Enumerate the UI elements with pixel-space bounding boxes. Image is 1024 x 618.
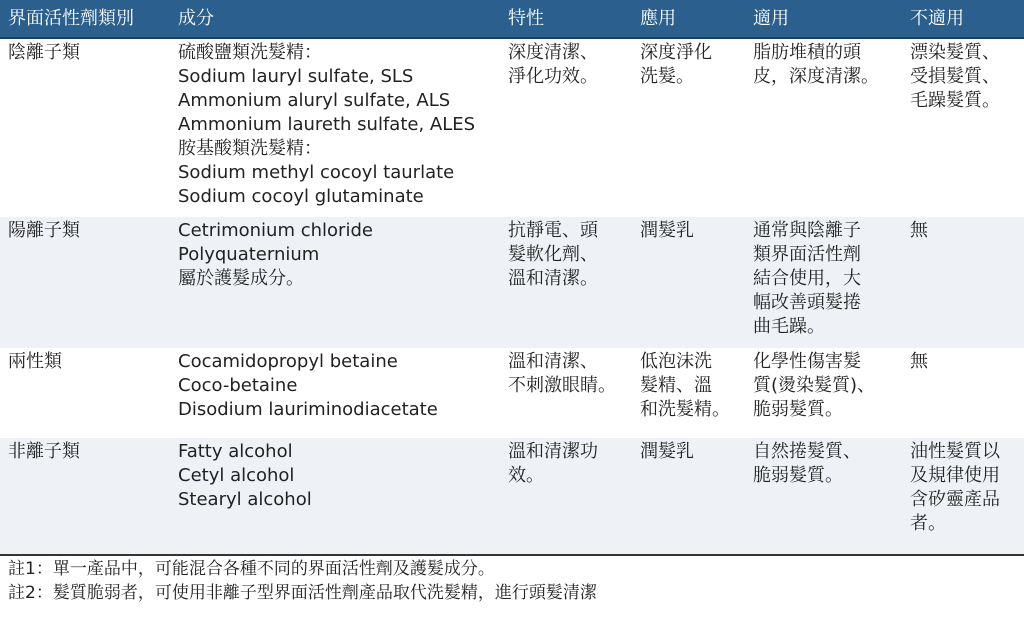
- cell-suitable: [745, 438, 902, 555]
- ingredient-line: Stearyl alcohol: [178, 489, 312, 510]
- cell-ingredients: [170, 438, 500, 555]
- unsuitable-line: 漂染髮質、: [910, 42, 1000, 63]
- application-line: 髮精、溫: [640, 375, 712, 396]
- ingredient-line: Sodium cocoyl glutaminate: [178, 186, 424, 207]
- header-ingredients: 成分: [170, 0, 500, 38]
- properties-line: 溫和清潔、: [508, 351, 598, 372]
- header-properties: 特性: [500, 0, 632, 38]
- footnote-2: 註2：髮質脆弱者，可使用非離子型界面活性劑產品取代洗髮精，進行頭髮清潔: [8, 583, 597, 603]
- footnotes: [8, 557, 597, 605]
- suitable-line: 脆弱髮質。: [753, 399, 843, 420]
- cell-properties: [500, 217, 632, 348]
- ingredient-line: Ammonium laureth sulfate, ALES: [178, 114, 476, 135]
- ingredient-line: Cetrimonium chloride: [178, 220, 373, 241]
- header-unsuitable: 不適用: [902, 0, 1024, 38]
- ingredient-line: Cocamidopropyl betaine: [178, 351, 398, 372]
- ingredient-line: Ammonium aluryl sulfate, ALS: [178, 90, 451, 111]
- ingredient-line: 屬於護髮成分。: [178, 268, 304, 289]
- properties-line: 效。: [508, 465, 544, 486]
- cell-ingredients: [170, 38, 500, 217]
- table-row: [0, 38, 1024, 217]
- ingredient-line: Coco-betaine: [178, 375, 298, 396]
- suitable-line: 脂肪堆積的頭: [753, 42, 861, 63]
- cell-suitable: [745, 348, 902, 438]
- unsuitable-line: 含矽靈產品: [910, 489, 1000, 510]
- application-line: 深度淨化: [640, 42, 712, 63]
- table-row: [0, 217, 1024, 348]
- category-text: 陰離子類: [8, 42, 80, 63]
- cell-category: [0, 38, 170, 217]
- suitable-line: 皮，深度清潔。: [753, 66, 879, 87]
- unsuitable-line: 者。: [910, 513, 946, 534]
- unsuitable-line: 油性髮質以: [910, 441, 1000, 462]
- suitable-line: 曲毛躁。: [753, 316, 825, 337]
- unsuitable-line: 受損髮質、: [910, 66, 1000, 87]
- properties-line: 溫和清潔。: [508, 268, 598, 289]
- application-line: 洗髮。: [640, 66, 694, 87]
- application-line: 低泡沫洗: [640, 351, 712, 372]
- cell-category: [0, 438, 170, 555]
- properties-line: 抗靜電、頭: [508, 220, 598, 241]
- footnote-1: 註1：單一產品中，可能混合各種不同的界面活性劑及護髮成分。: [8, 559, 495, 579]
- cell-application: [632, 38, 745, 217]
- unsuitable-line: 毛躁髮質。: [910, 90, 1000, 111]
- header-category: 界面活性劑類別: [0, 0, 170, 38]
- cell-properties: [500, 348, 632, 438]
- unsuitable-line: 無: [910, 351, 928, 372]
- suitable-line: 化學性傷害髮: [753, 351, 861, 372]
- suitable-line: 脆弱髮質。: [753, 465, 843, 486]
- ingredient-line: Sodium methyl cocoyl taurlate: [178, 162, 455, 183]
- unsuitable-line: 無: [910, 220, 928, 241]
- category-text: 非離子類: [8, 441, 80, 462]
- application-line: 和洗髮精。: [640, 399, 730, 420]
- cell-unsuitable: [902, 38, 1024, 217]
- cell-ingredients: [170, 348, 500, 438]
- ingredient-line: Cetyl alcohol: [178, 465, 295, 486]
- ingredient-line: Disodium lauriminodiacetate: [178, 399, 438, 420]
- cell-suitable: [745, 38, 902, 217]
- ingredient-line: Sodium lauryl sulfate, SLS: [178, 66, 414, 87]
- suitable-line: 通常與陰離子: [753, 220, 861, 241]
- cell-category: [0, 217, 170, 348]
- ingredient-line: Polyquaternium: [178, 244, 320, 265]
- application-line: 潤髮乳: [640, 441, 694, 462]
- suitable-line: 幅改善頭髮捲: [753, 292, 861, 313]
- cell-properties: [500, 38, 632, 217]
- cell-unsuitable: [902, 438, 1024, 555]
- cell-properties: [500, 438, 632, 555]
- cell-unsuitable: [902, 348, 1024, 438]
- cell-ingredients: [170, 217, 500, 348]
- properties-line: 溫和清潔功: [508, 441, 598, 462]
- properties-line: 深度清潔、: [508, 42, 598, 63]
- suitable-line: 質(燙染髮質)、: [753, 375, 876, 396]
- header-application: 應用: [632, 0, 745, 38]
- cell-application: [632, 217, 745, 348]
- ingredient-line: 胺基酸類洗髮精：: [178, 138, 322, 159]
- application-line: 潤髮乳: [640, 220, 694, 241]
- category-text: 陽離子類: [8, 220, 80, 241]
- unsuitable-line: 及規律使用: [910, 465, 1000, 486]
- table-row: [0, 348, 1024, 438]
- header-suitable: 適用: [745, 0, 902, 38]
- cell-suitable: [745, 217, 902, 348]
- ingredient-line: Fatty alcohol: [178, 441, 293, 462]
- suitable-line: 結合使用，大: [753, 268, 861, 289]
- cell-category: [0, 348, 170, 438]
- suitable-line: 自然捲髮質、: [753, 441, 861, 462]
- table-row: [0, 438, 1024, 555]
- cell-application: [632, 348, 745, 438]
- cell-unsuitable: [902, 217, 1024, 348]
- category-text: 兩性類: [8, 351, 62, 372]
- ingredient-line: 硫酸鹽類洗髮精：: [178, 42, 322, 63]
- suitable-line: 類界面活性劑: [753, 244, 861, 265]
- properties-line: 髮軟化劑、: [508, 244, 598, 265]
- properties-line: 不刺激眼睛。: [508, 375, 616, 396]
- properties-line: 淨化功效。: [508, 66, 598, 87]
- table-header-row: [0, 0, 1024, 38]
- cell-application: [632, 438, 745, 555]
